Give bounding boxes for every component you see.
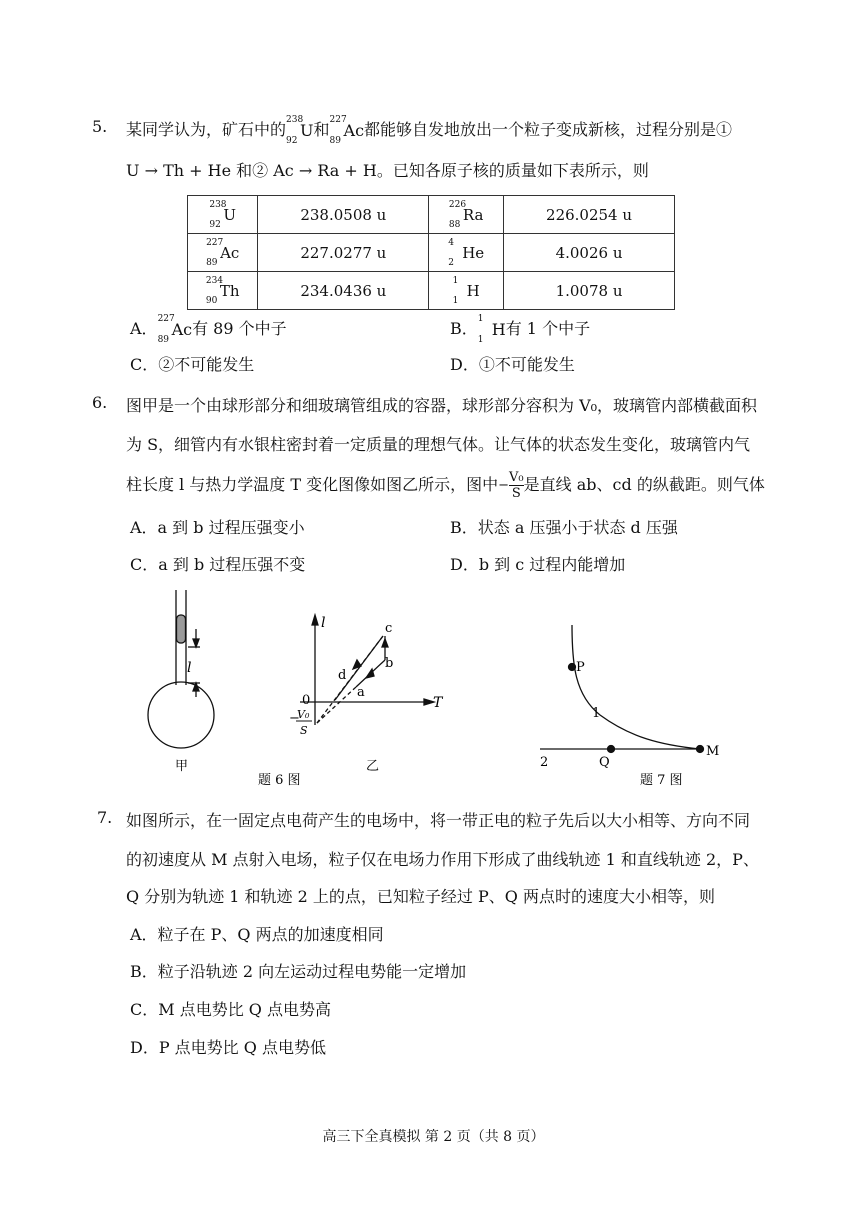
- point-M-dot: [697, 746, 704, 753]
- q6-line3: 柱长度 l 与热力学温度 T 变化图像如图乙所示，图中− $\frac{\text{V₀}}{S}$ 是直线 ab、cd 的纵截距。则气体: [126, 470, 765, 501]
- mass-table: [187, 195, 675, 310]
- table-cell: 4 2 He: [429, 234, 504, 272]
- q5-number: 5.: [92, 117, 108, 136]
- q5-line1: 某同学认为，矿石中的 238 92 U和 227 89 Ac都能够自发地放出一个粒子变成新核，过程分别是①: [126, 114, 733, 146]
- table-cell: 227 89 Ac: [188, 234, 258, 272]
- table-cell: 226 88 Ra: [429, 196, 504, 234]
- table-cell: 4.0026 u: [504, 234, 675, 272]
- equation-2: Ac → Ra + H: [273, 161, 377, 180]
- q5-option-a[interactable]: A． 227 89 Ac有 89 个中子: [130, 313, 287, 345]
- equation-1: U → Th + He: [126, 161, 232, 180]
- table-cell: 227.0277 u: [258, 234, 429, 272]
- q7-option-a[interactable]: A．粒子在 P、Q 两点的加速度相同: [130, 925, 384, 944]
- yi-minus: −: [289, 711, 300, 726]
- label-track2: 2: [540, 755, 549, 770]
- q7-option-b[interactable]: B．粒子沿轨迹 2 向左运动过程电势能一定增加: [130, 962, 467, 981]
- q6-option-d[interactable]: D．b 到 c 过程内能增加: [450, 555, 626, 574]
- yi-l-axis: l: [321, 615, 326, 631]
- q6-option-b[interactable]: B．状态 a 压强小于状态 d 压强: [450, 518, 678, 537]
- table-cell: 238.0508 u: [258, 196, 429, 234]
- q6-line1: 图甲是一个由球形部分和细玻璃管组成的容器，球形部分容积为 V₀，玻璃管内部横截面积: [126, 396, 758, 415]
- q6-option-a[interactable]: A．a 到 b 过程压强变小: [130, 518, 305, 537]
- point-b: b: [385, 656, 394, 671]
- table-cell: 234 90 Th: [188, 272, 258, 310]
- table-row: [188, 234, 675, 272]
- yi-label: 乙: [366, 759, 380, 774]
- figure-jia: [148, 590, 214, 748]
- q7-number: 7.: [97, 808, 113, 827]
- q5-line2: U → Th + He 和② Ac → Ra + H。已知各原子核的质量如下表所示，则: [126, 161, 649, 180]
- label-Q: Q: [599, 755, 610, 770]
- point-Q-dot: [608, 746, 615, 753]
- jia-label: 甲: [175, 759, 189, 774]
- track-1: [572, 625, 700, 749]
- bulb: [148, 682, 214, 748]
- nuclide-ac227: 227 89 Ac: [329, 114, 365, 146]
- table-cell: 1 1 H: [429, 272, 504, 310]
- q5-option-c[interactable]: C．②不可能发生: [130, 355, 255, 374]
- q7-option-c[interactable]: C．M 点电势比 Q 点电势高: [130, 1000, 332, 1019]
- table-cell: 238 92 U: [188, 196, 258, 234]
- label-track1: 1: [592, 706, 601, 721]
- q6-number: 6.: [92, 393, 108, 412]
- q6-option-c[interactable]: C．a 到 b 过程压强不变: [130, 555, 306, 574]
- q7-line2: 的初速度从 M 点射入电场，粒子仅在电场力作用下形成了曲线轨迹 1 和直线轨迹 2，P、: [126, 850, 759, 869]
- label-M: M: [706, 744, 720, 759]
- point-c: c: [385, 621, 393, 636]
- table-cell: 1.0078 u: [504, 272, 675, 310]
- page-footer: 高三下全真模拟 第 2 页（共 8 页）: [322, 1129, 545, 1145]
- figure-yi: [300, 615, 434, 725]
- yi-S: S: [300, 724, 308, 737]
- point-P-dot: [569, 664, 576, 671]
- q5-option-b[interactable]: B． 1 1 H有 1 个中子: [450, 313, 591, 345]
- table-cell: 234.0436 u: [258, 272, 429, 310]
- table-row: [188, 196, 675, 234]
- yi-origin: 0: [302, 693, 311, 708]
- table-row: [188, 272, 675, 310]
- q7-line1: 如图所示，在一固定点电荷产生的电场中，将一带正电的粒子先后以大小相等、方向不同: [126, 811, 751, 830]
- q5-option-d[interactable]: D．①不可能发生: [450, 355, 575, 374]
- figures: [0, 585, 867, 795]
- jia-l-label: l: [187, 660, 192, 676]
- q6-line2: 为 S，细管内有水银柱密封着一定质量的理想气体。让气体的状态发生变化，玻璃管内气: [126, 435, 751, 454]
- mercury-column: [177, 615, 186, 643]
- figure-7: [540, 625, 704, 753]
- q7-line3: Q 分别为轨迹 1 和轨迹 2 上的点，已知粒子经过 P、Q 两点时的速度大小相等，则: [126, 887, 715, 906]
- q7-option-d[interactable]: D．P 点电势比 Q 点电势低: [130, 1038, 326, 1057]
- point-d: d: [338, 668, 347, 683]
- table-cell: 226.0254 u: [504, 196, 675, 234]
- fig7-caption: 题 7 图: [640, 773, 683, 788]
- yi-T-axis: T: [433, 695, 443, 711]
- point-a: a: [357, 685, 365, 700]
- nuclide-u238: 238 92 U: [286, 114, 314, 146]
- yi-V0: V₀: [297, 708, 310, 721]
- label-P: P: [576, 660, 585, 675]
- fig6-caption: 题 6 图: [258, 773, 301, 788]
